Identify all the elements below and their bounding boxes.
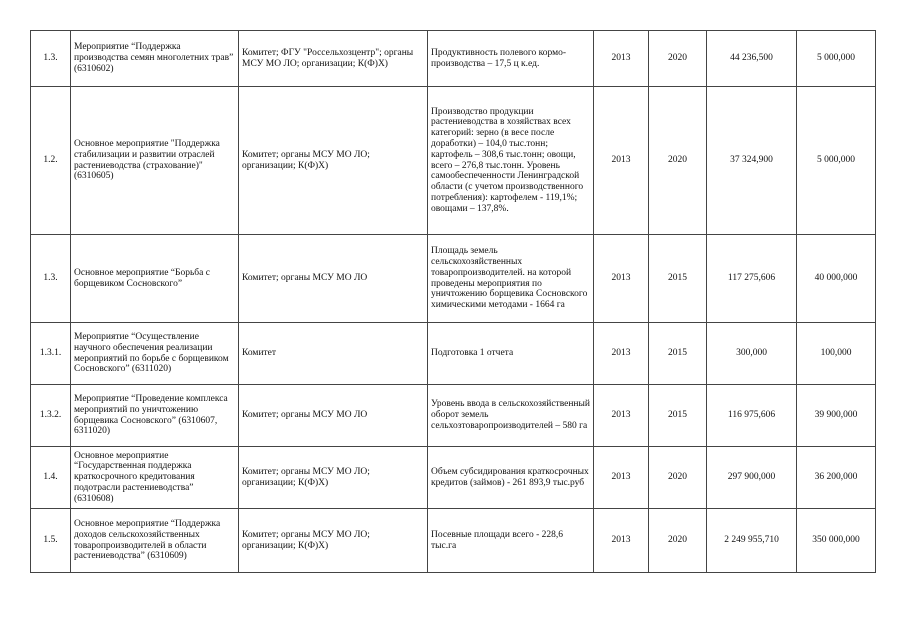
total-funding: 116 975,606 [707, 385, 797, 447]
funding-amount: 350 000,000 [797, 509, 876, 573]
total-funding: 37 324,900 [707, 87, 797, 235]
activity-name: Основное мероприятие “Государственная поддержка краткосрочного кредитования подотрасли растениеводства” (6310608) [71, 447, 239, 509]
expected-result: Посевные площади всего - 228,6 тыс.га [428, 509, 594, 573]
responsible: Комитет; органы МСУ МО ЛО [239, 385, 428, 447]
end-year: 2015 [649, 323, 707, 385]
funding-amount: 100,000 [797, 323, 876, 385]
table-row [31, 509, 876, 573]
start-year: 2013 [594, 385, 649, 447]
responsible: Комитет; органы МСУ МО ЛО; организации; К(Ф)Х) [239, 87, 428, 235]
start-year: 2013 [594, 87, 649, 235]
total-funding: 2 249 955,710 [707, 509, 797, 573]
end-year: 2020 [649, 509, 707, 573]
expected-result: Продуктивность полевого кормо-производства – 17,5 ц к.ед. [428, 31, 594, 87]
expected-result: Производство продукции растениеводства в хозяйствах всех категорий: зерно (в весе после доработки) – 104,0 тыс.тонн; картофель – 308,6 тыс.тонн; овощи, всего – 276,8 тыс.тонн. Уровень самообеспеченности Ленинградской области (с учетом производственного потребления): картофелем - 119,1%; овощами – 137,8%. [428, 87, 594, 235]
start-year: 2013 [594, 323, 649, 385]
activity-name: Основное мероприятие “Борьба с борщевиком Сосновского” [71, 235, 239, 323]
table-row [31, 323, 876, 385]
activity-name: Основное мероприятие "Поддержка стабилизации и развитии отраслей растениеводства (страхование)" (6310605) [71, 87, 239, 235]
start-year: 2013 [594, 235, 649, 323]
funding-amount: 40 000,000 [797, 235, 876, 323]
total-funding: 44 236,500 [707, 31, 797, 87]
end-year: 2020 [649, 447, 707, 509]
expected-result: Площадь земель сельскохозяйственных товаропроизводителей. на которой проведены мероприятия по уничтожению борщевика Сосновского химическими методами - 1664 га [428, 235, 594, 323]
activity-name: Мероприятие “Осуществление научного обеспечения реализации мероприятий по борьбе с борщевиком Сосновского” (6311020) [71, 323, 239, 385]
funding-amount: 39 900,000 [797, 385, 876, 447]
row-number: 1.5. [31, 509, 71, 573]
responsible: Комитет; органы МСУ МО ЛО; организации; К(Ф)Х) [239, 509, 428, 573]
table-row [31, 87, 876, 235]
start-year: 2013 [594, 509, 649, 573]
activity-name: Мероприятие “Поддержка производства семян многолетних трав” (6310602) [71, 31, 239, 87]
table-body [31, 31, 876, 573]
end-year: 2015 [649, 385, 707, 447]
total-funding: 300,000 [707, 323, 797, 385]
end-year: 2020 [649, 31, 707, 87]
row-number: 1.2. [31, 87, 71, 235]
expected-result: Подготовка 1 отчета [428, 323, 594, 385]
responsible: Комитет; ФГУ "Россельхозцентр"; органы МСУ МО ЛО; организации; К(Ф)Х) [239, 31, 428, 87]
responsible: Комитет; органы МСУ МО ЛО [239, 235, 428, 323]
expected-result: Объем субсидирования краткосрочных кредитов (займов) - 261 893,9 тыс.руб [428, 447, 594, 509]
funding-amount: 5 000,000 [797, 87, 876, 235]
program-table [30, 30, 876, 573]
start-year: 2013 [594, 447, 649, 509]
table-row [31, 447, 876, 509]
responsible: Комитет [239, 323, 428, 385]
row-number: 1.3.1. [31, 323, 71, 385]
row-number: 1.3. [31, 235, 71, 323]
responsible: Комитет; органы МСУ МО ЛО; организации; К(Ф)Х) [239, 447, 428, 509]
table-row [31, 31, 876, 87]
end-year: 2020 [649, 87, 707, 235]
row-number: 1.3.2. [31, 385, 71, 447]
expected-result: Уровень ввода в сельскохозяйственный оборот земель сельхозтоваропроизводителей – 580 га [428, 385, 594, 447]
row-number: 1.4. [31, 447, 71, 509]
funding-amount: 36 200,000 [797, 447, 876, 509]
total-funding: 297 900,000 [707, 447, 797, 509]
total-funding: 117 275,606 [707, 235, 797, 323]
activity-name: Основное мероприятие “Поддержка доходов сельскохозяйственных товаропроизводителей в области растениеводства” (6310609) [71, 509, 239, 573]
end-year: 2015 [649, 235, 707, 323]
funding-amount: 5 000,000 [797, 31, 876, 87]
activity-name: Мероприятие “Проведение комплекса мероприятий по уничтожению борщевика Сосновского” (6310607, 6311020) [71, 385, 239, 447]
table-row [31, 385, 876, 447]
row-number: 1.3. [31, 31, 71, 87]
start-year: 2013 [594, 31, 649, 87]
table-row [31, 235, 876, 323]
